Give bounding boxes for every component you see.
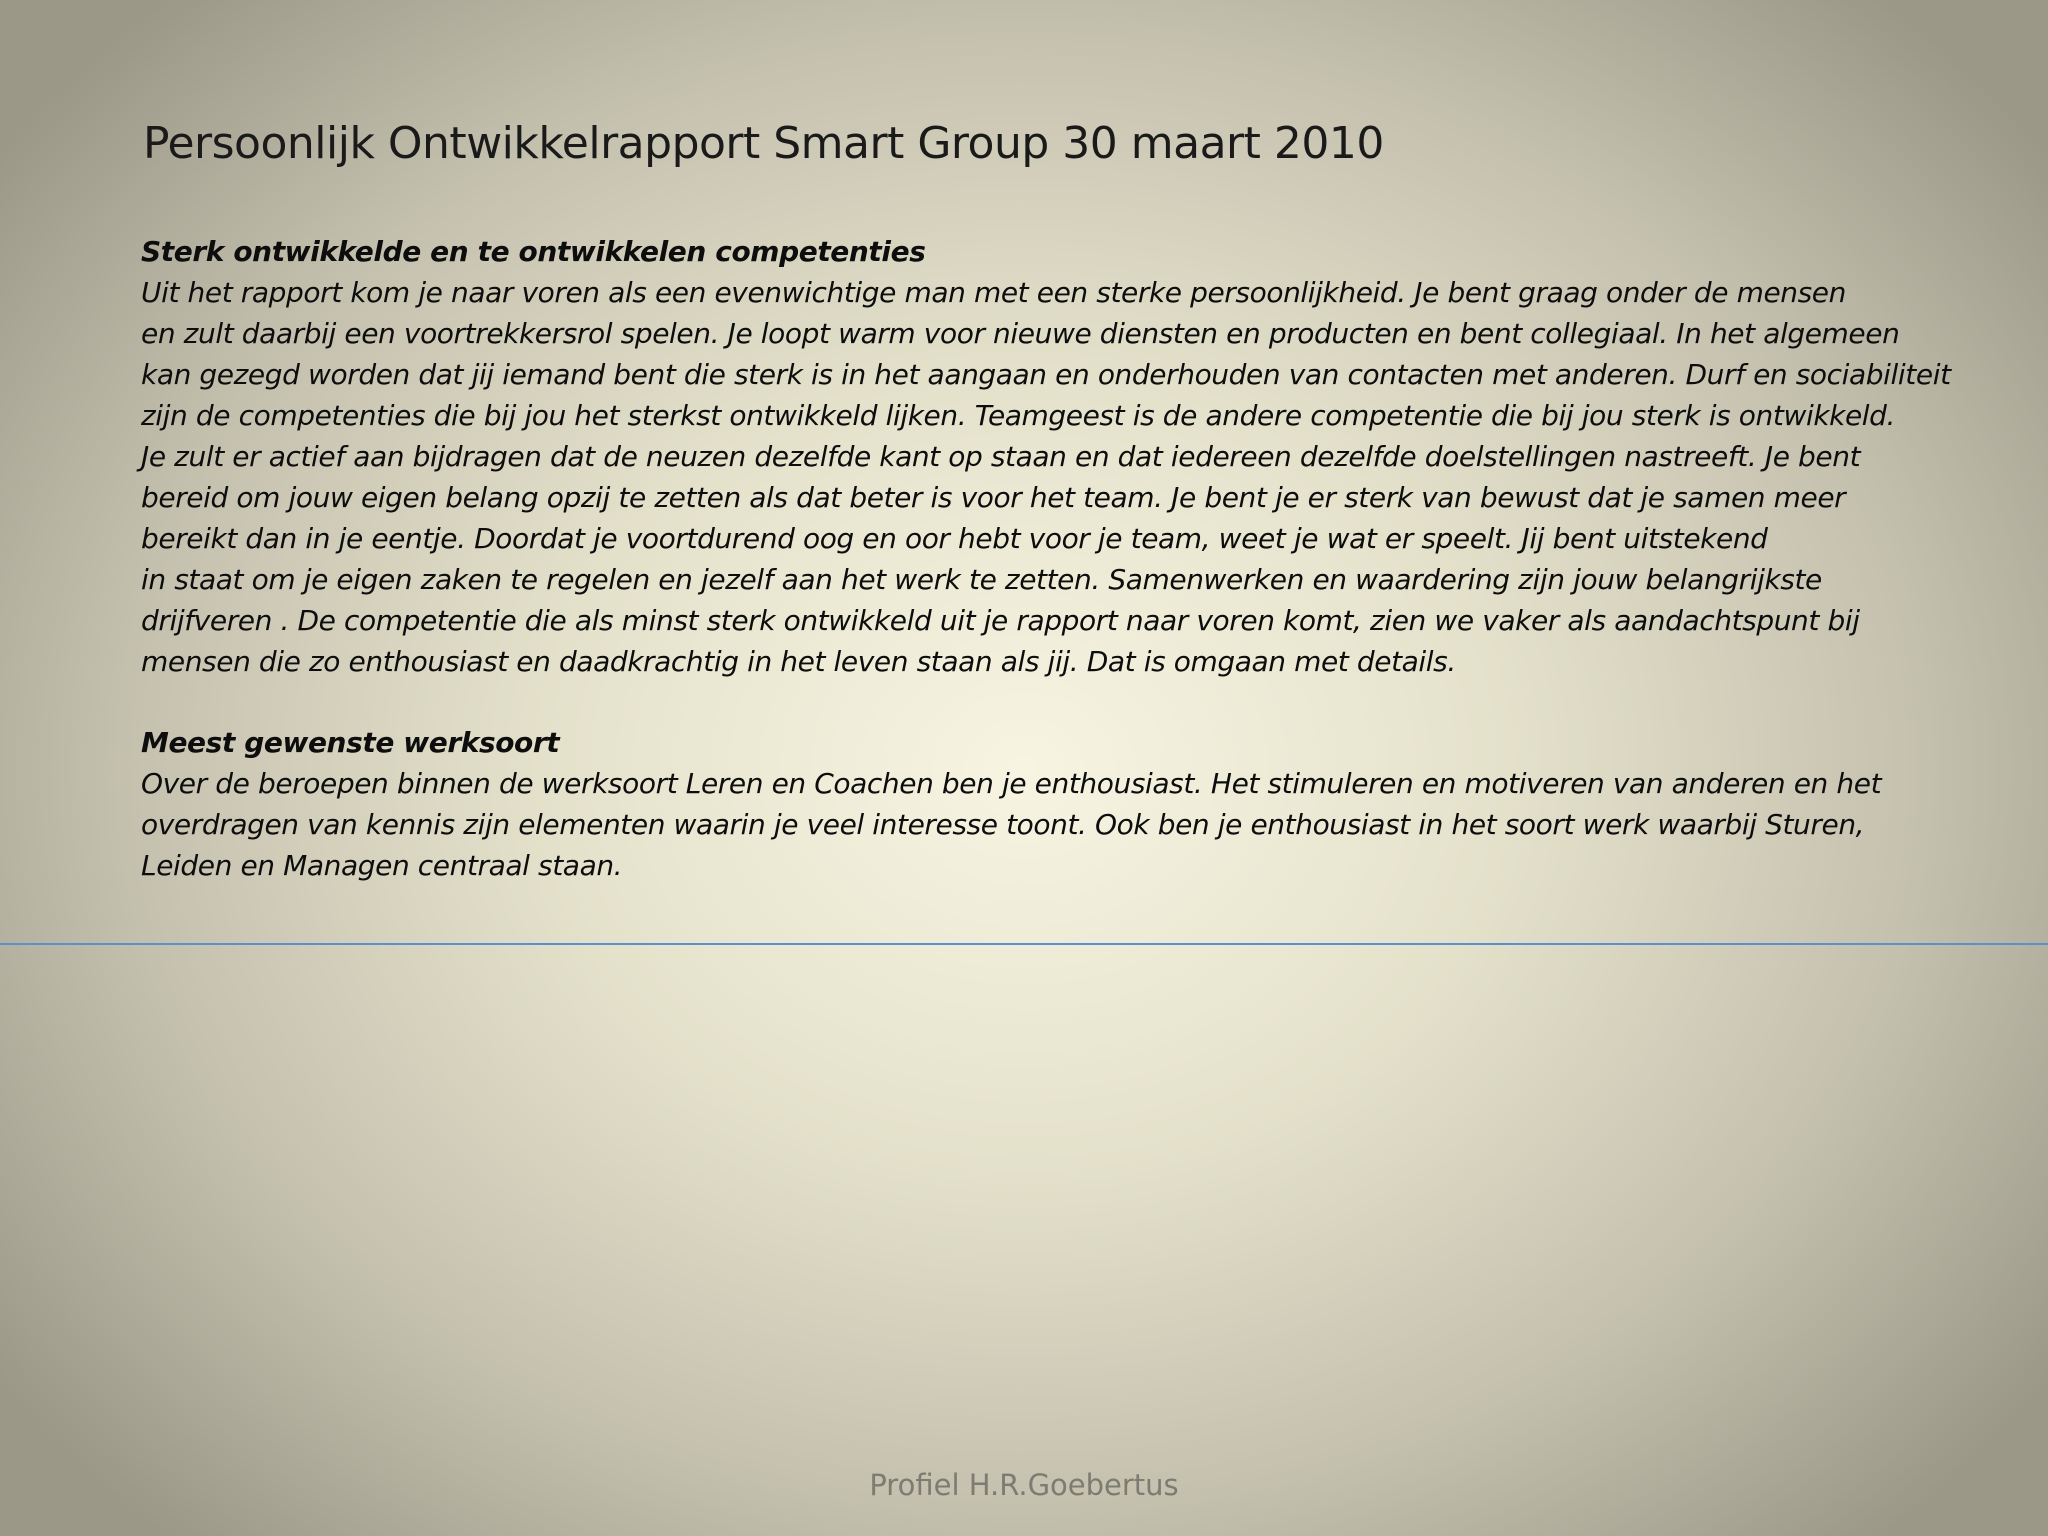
horizontal-divider <box>0 943 2048 945</box>
paragraph-line: bereid om jouw eigen belang opzij te zetten als dat beter is voor het team. Je bent je er sterk van bewust dat je samen meer <box>141 481 1846 514</box>
slide-footer: Profiel H.R.Goebertus <box>869 1468 1179 1502</box>
section-heading: Sterk ontwikkelde en te ontwikkelen competenties <box>141 235 926 268</box>
paragraph-line: drijfveren . De competentie die als minst sterk ontwikkeld uit je rapport naar voren komt, zien we vaker als aandachtspunt bij <box>141 604 1860 637</box>
paragraph-line: Leiden en Managen centraal staan. <box>141 849 623 882</box>
section-heading: Meest gewenste werksoort <box>141 726 560 759</box>
paragraph-line: bereikt dan in je eentje. Doordat je voortdurend oog en oor hebt voor je team, weet je wat er speelt. Jij bent uitstekend <box>141 522 1768 555</box>
paragraph-line: mensen die zo enthousiast en daadkrachtig in het leven staan als jij. Dat is omgaan met details. <box>141 645 1456 678</box>
section-competencies <box>141 231 2011 682</box>
paragraph-line: in staat om je eigen zaken te regelen en jezelf aan het werk te zetten. Samenwerken en waardering zijn jouw belangrijkste <box>141 563 1822 596</box>
paragraph-line: zijn de competenties die bij jou het sterkst ontwikkeld lijken. Teamgeest is de andere competentie die bij jou sterk is ontwikkeld. <box>141 399 1896 432</box>
paragraph-line: en zult daarbij een voortrekkersrol spelen. Je loopt warm voor nieuwe diensten en producten en bent collegiaal. In het algemeen <box>141 317 1900 350</box>
paragraph-line: Je zult er actief aan bijdragen dat de neuzen dezelfde kant op staan en dat iedereen dezelfde doelstellingen nastreeft. Je bent <box>141 440 1861 473</box>
section-preferred-work <box>141 722 2011 886</box>
slide-title: Persoonlijk Ontwikkelrapport Smart Group 30 maart 2010 <box>143 118 1384 169</box>
paragraph-line: kan gezegd worden dat jij iemand bent die sterk is in het aangaan en onderhouden van contacten met anderen. Durf en sociabiliteit <box>141 358 1951 391</box>
paragraph-line: Uit het rapport kom je naar voren als een evenwichtige man met een sterke persoonlijkheid. Je bent graag onder de mensen <box>141 276 1846 309</box>
paragraph-line: Over de beroepen binnen de werksoort Leren en Coachen ben je enthousiast. Het stimuleren en motiveren van anderen en het <box>141 767 1882 800</box>
paragraph-line: overdragen van kennis zijn elementen waarin je veel interesse toont. Ook ben je enthousiast in het soort werk waarbij Sturen, <box>141 808 1865 841</box>
